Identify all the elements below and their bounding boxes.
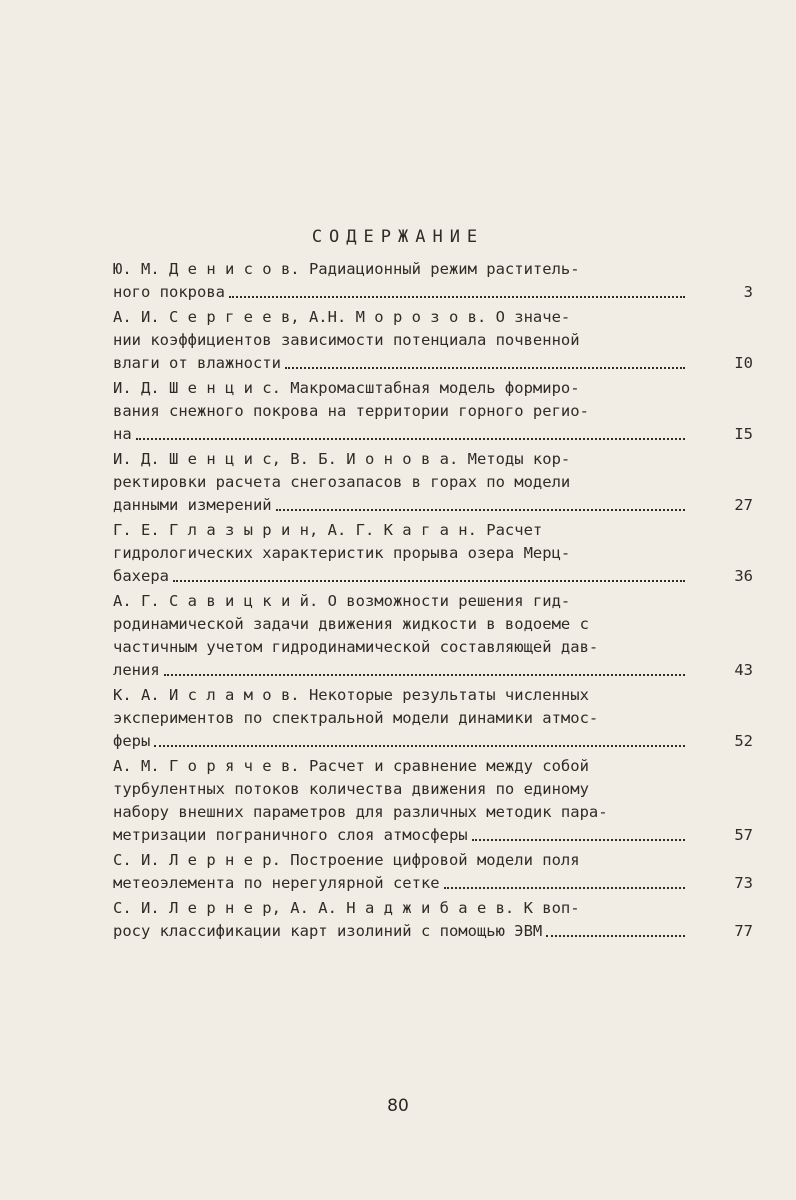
toc-entry-text: А. Г. С а в и ц к и й. О возможности решения гид- xyxy=(113,592,571,610)
toc-entry-text: частичным учетом гидродинамической составляющей дав- xyxy=(113,638,599,656)
toc-page-number: 57 xyxy=(734,826,753,844)
toc-entry-text: экспериментов по спектральной модели динамики атмос- xyxy=(113,709,599,727)
dot-leader xyxy=(229,294,685,298)
toc-entry-line xyxy=(113,352,753,375)
toc-entry-line xyxy=(113,281,753,304)
page-number: 80 xyxy=(387,1096,409,1116)
toc-entry-text: росу классификации карт изолиний с помощью ЭВМ xyxy=(113,922,543,940)
toc-entry-line xyxy=(113,730,753,753)
toc-entry xyxy=(113,448,753,517)
toc-entry-text: Ю. М. Д е н и с о в. Радиационный режим раститель- xyxy=(113,260,580,278)
toc-entry xyxy=(113,897,753,943)
dot-leader xyxy=(173,578,685,582)
toc-entry xyxy=(113,377,753,446)
toc-entry-line xyxy=(113,423,753,446)
toc-entry-line xyxy=(113,824,753,847)
toc-entry-text: И. Д. Ш е н ц и с, В. Б. И о н о в а. Методы кор- xyxy=(113,450,571,468)
toc-entry-line xyxy=(113,519,753,542)
contents-heading: СОДЕРЖАНИЕ xyxy=(311,227,485,247)
toc-entry-line xyxy=(113,542,753,565)
toc-entry-line xyxy=(113,565,753,588)
toc-entry-line xyxy=(113,801,753,824)
toc-entry xyxy=(113,258,753,304)
toc-entry-line xyxy=(113,636,753,659)
toc-entry-line xyxy=(113,707,753,730)
toc-entry-line xyxy=(113,448,753,471)
toc-page-number: I0 xyxy=(734,354,753,372)
toc-entry-text: феры xyxy=(113,732,151,750)
toc-entry-line xyxy=(113,659,753,682)
toc-entry xyxy=(113,684,753,753)
toc-entry-text: нии коэффициентов зависимости потенциала почвенной xyxy=(113,331,580,349)
toc-entry-line xyxy=(113,471,753,494)
toc-entry-line xyxy=(113,778,753,801)
toc-entry-text: А. М. Г о р я ч е в. Расчет и сравнение между собой xyxy=(113,757,589,775)
toc-page-number: 27 xyxy=(734,496,753,514)
toc-entry-text: И. Д. Ш е н ц и с. Макромасштабная модель формиро- xyxy=(113,379,580,397)
toc-entry-text: А. И. С е р г е е в, А.Н. М о р о з о в. О значе- xyxy=(113,308,571,326)
toc-entry-line xyxy=(113,590,753,613)
toc-page-number: 3 xyxy=(743,283,753,301)
toc-entry-text: метеоэлемента по нерегулярной сетке xyxy=(113,874,440,892)
toc-page-number: 36 xyxy=(734,567,753,585)
toc-entry-text: набору внешних параметров для различных методик пара- xyxy=(113,803,608,821)
toc-entry-line xyxy=(113,755,753,778)
toc-entry-line xyxy=(113,684,753,707)
dot-leader xyxy=(154,743,685,747)
toc-entry-text: бахера xyxy=(113,567,169,585)
toc-entry-text: на xyxy=(113,425,132,443)
toc-entry-text: С. И. Л е р н е р, А. А. Н а д ж и б а е в. К воп- xyxy=(113,899,580,917)
toc-page-number: 77 xyxy=(734,922,753,940)
toc-entry-line xyxy=(113,920,753,943)
toc-entry-text: турбулентных потоков количества движения по единому xyxy=(113,780,589,798)
table-of-contents xyxy=(113,258,753,945)
toc-entry-line xyxy=(113,258,753,281)
toc-entry-text: ного покрова xyxy=(113,283,225,301)
toc-entry-text: С. И. Л е р н е р. Построение цифровой модели поля xyxy=(113,851,580,869)
toc-entry xyxy=(113,306,753,375)
toc-entry-text: метризации пограничного слоя атмосферы xyxy=(113,826,468,844)
toc-entry-line xyxy=(113,329,753,352)
toc-entry-line xyxy=(113,400,753,423)
toc-entry-text: гидрологических характеристик прорыва озера Мерц- xyxy=(113,544,571,562)
toc-entry xyxy=(113,755,753,847)
toc-entry-line xyxy=(113,613,753,636)
toc-page-number: I5 xyxy=(734,425,753,443)
toc-entry-line xyxy=(113,306,753,329)
dot-leader xyxy=(444,885,685,889)
toc-entry-text: влаги от влажности xyxy=(113,354,281,372)
toc-entry xyxy=(113,849,753,895)
toc-entry xyxy=(113,519,753,588)
toc-page-number: 43 xyxy=(734,661,753,679)
toc-entry-text: данными измерений xyxy=(113,496,272,514)
toc-entry-line xyxy=(113,377,753,400)
dot-leader xyxy=(136,436,685,440)
toc-entry-line xyxy=(113,872,753,895)
toc-entry-text: К. А. И с л а м о в. Некоторые результаты численных xyxy=(113,686,589,704)
toc-page-number: 73 xyxy=(734,874,753,892)
toc-entry-text: ления xyxy=(113,661,160,679)
dot-leader xyxy=(285,365,685,369)
dot-leader xyxy=(276,507,685,511)
toc-entry-text: вания снежного покрова на территории горного регио- xyxy=(113,402,589,420)
toc-entry-line xyxy=(113,849,753,872)
toc-page-number: 52 xyxy=(734,732,753,750)
toc-entry-line xyxy=(113,494,753,517)
toc-entry-text: Г. Е. Г л а з ы р и н, А. Г. К а г а н. Расчет xyxy=(113,521,543,539)
dot-leader xyxy=(164,672,685,676)
toc-entry-line xyxy=(113,897,753,920)
dot-leader xyxy=(472,837,685,841)
dot-leader xyxy=(546,933,685,937)
toc-entry-text: родинамической задачи движения жидкости в водоеме с xyxy=(113,615,589,633)
toc-entry-text: ректировки расчета снегозапасов в горах по модели xyxy=(113,473,571,491)
toc-entry xyxy=(113,590,753,682)
